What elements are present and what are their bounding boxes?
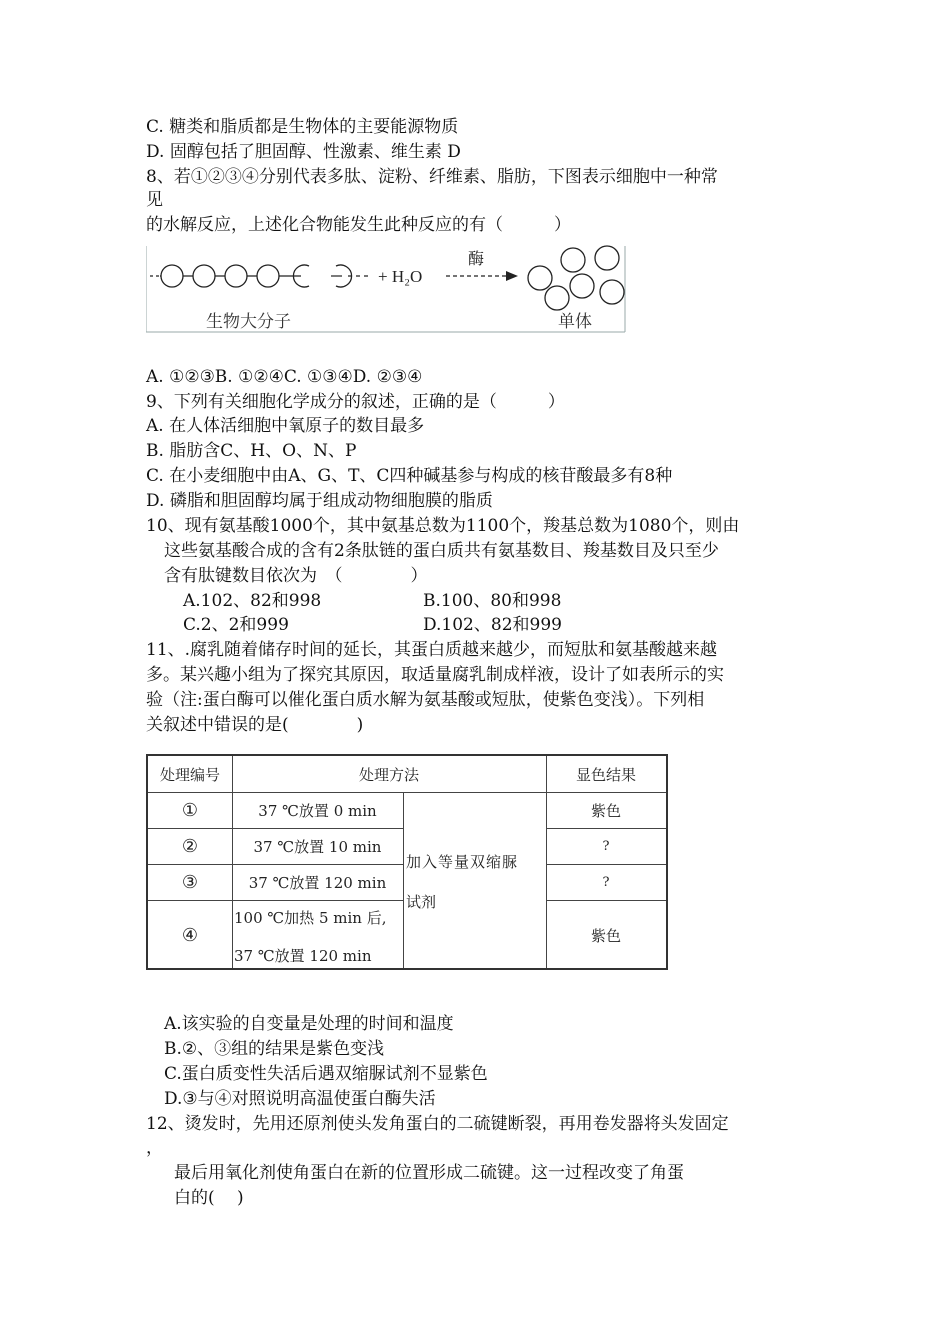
reagent-cell-line-2: 试剂 xyxy=(406,892,437,911)
row-1-result: 紫色 xyxy=(590,801,621,820)
q11-stem-line-2: 多。某兴趣小组为了探究其原因，取适量腐乳制成样液，设计了如表所示的实 xyxy=(146,665,724,685)
enzyme-label: 酶 xyxy=(468,251,485,268)
free-monomer-2 xyxy=(561,248,585,272)
q7-option-c: C. 糖类和脂质都是生物体的主要能源物质 xyxy=(146,117,459,137)
monomer-circle-1 xyxy=(161,265,183,287)
q10-option-d: D.102、82和999 xyxy=(423,615,562,635)
reaction-arrow-head xyxy=(506,271,518,281)
q8-stem-line-2: 见 xyxy=(146,190,163,210)
free-monomer-6 xyxy=(600,280,624,304)
water-label: + H₂O xyxy=(378,267,423,286)
row-4-method-line-1: 100 ℃加热 5 min 后, xyxy=(234,908,387,927)
q10-stem-line-2: 这些氨基酸合成的含有2条肽链的蛋白质共有氨基数目、羧基数目及只至少 xyxy=(164,541,719,561)
row-2-result: ? xyxy=(602,838,610,854)
q9-option-d: D. 磷脂和胆固醇均属于组成动物细胞膜的脂质 xyxy=(146,491,493,511)
q11-option-c: C.蛋白质变性失活后遇双缩脲试剂不显紫色 xyxy=(164,1064,488,1084)
reagent-cell-line-1: 加入等量双缩脲 xyxy=(406,852,519,871)
experiment-table xyxy=(146,754,668,970)
q9-option-b: B. 脂肪含C、H、O、N、P xyxy=(146,441,357,461)
row-3-method: 37 ℃放置 120 min xyxy=(248,873,387,892)
header-method: 处理方法 xyxy=(358,765,419,784)
row-4-id: ④ xyxy=(181,924,199,946)
free-monomer-5 xyxy=(545,286,569,310)
q12-stem-line-2: ， xyxy=(146,1138,163,1158)
q11-option-b: B.②、③组的结果是紫色变浅 xyxy=(164,1039,385,1059)
monomer-circle-2 xyxy=(193,265,215,287)
q12-stem-line-1: 12、烫发时，先用还原剂使头发角蛋白的二硫键断裂，再用卷发器将头发固定 xyxy=(146,1114,729,1134)
q10-stem-line-3: 含有肽键数目依次为 （ ） xyxy=(164,566,428,586)
row-4-method-line-2: 37 ℃放置 120 min xyxy=(234,946,372,965)
hydrolysis-diagram xyxy=(146,244,626,334)
q9-stem: 9、下列有关细胞化学成分的叙述，正确的是（ ） xyxy=(146,392,565,412)
monomer-circle-3 xyxy=(225,265,247,287)
row-3-result: ? xyxy=(602,874,610,890)
row-2-method: 37 ℃放置 10 min xyxy=(253,837,382,856)
free-monomer-3 xyxy=(595,246,619,270)
row-2-id: ② xyxy=(181,835,199,857)
q10-stem-line-1: 10、现有氨基酸1000个，其中氨基总数为1100个，羧基总数为1080个，则由 xyxy=(146,516,740,536)
free-monomer-1 xyxy=(528,266,552,290)
row-4-result: 紫色 xyxy=(590,926,621,945)
q9-option-a: A. 在人体活细胞中氧原子的数目最多 xyxy=(146,416,425,436)
q11-option-d: D.③与④对照说明高温使蛋白酶失活 xyxy=(164,1089,436,1109)
q8-stem-line-3: 的水解反应，上述化合物能发生此种反应的有（ ） xyxy=(146,215,571,235)
q12-stem-line-3: 最后用氧化剂使角蛋白在新的位置形成二硫键。这一过程改变了角蛋 xyxy=(174,1163,684,1183)
q10-option-b: B.100、80和998 xyxy=(423,591,562,611)
q8-stem-line-1: 8、若①②③④分别代表多肽、淀粉、纤维素、脂肪，下图表示细胞中一种常 xyxy=(146,167,718,187)
monomer-circle-4 xyxy=(257,265,279,287)
q10-option-c: C.2、2和999 xyxy=(183,615,289,635)
free-monomer-4 xyxy=(570,274,594,298)
monomer-label: 单体 xyxy=(558,312,592,332)
row-1-id: ① xyxy=(181,799,199,821)
q10-option-a: A.102、82和998 xyxy=(183,591,322,611)
q11-stem-line-1: 11、.腐乳随着储存时间的延长，其蛋白质越来越少，而短肽和氨基酸越来越 xyxy=(146,640,718,660)
q11-stem-line-4: 关叙述中错误的是( ) xyxy=(146,715,364,735)
header-result: 显色结果 xyxy=(575,765,636,784)
q11-stem-line-3: 验（注:蛋白酶可以催化蛋白质水解为氨基酸或短肽，使紫色变浅）。下列相 xyxy=(146,690,705,710)
q7-option-d: D. 固醇包括了胆固醇、性激素、维生素 D xyxy=(146,142,461,162)
q8-options: A. ①②③B. ①②④C. ①③④D. ②③④ xyxy=(146,367,423,387)
q12-stem-line-4: 白的( ) xyxy=(174,1188,244,1208)
header-id: 处理编号 xyxy=(159,765,220,784)
table-vline-2 xyxy=(403,792,404,968)
row-3-id: ③ xyxy=(181,871,199,893)
q11-option-a: A.该实验的自变量是处理的时间和温度 xyxy=(164,1014,454,1034)
q9-option-c: C. 在小麦细胞中由A、G、T、C四种碱基参与构成的核苷酸最多有8种 xyxy=(146,466,673,486)
row-1-method: 37 ℃放置 0 min xyxy=(258,801,377,820)
macromolecule-label: 生物大分子 xyxy=(206,312,291,332)
